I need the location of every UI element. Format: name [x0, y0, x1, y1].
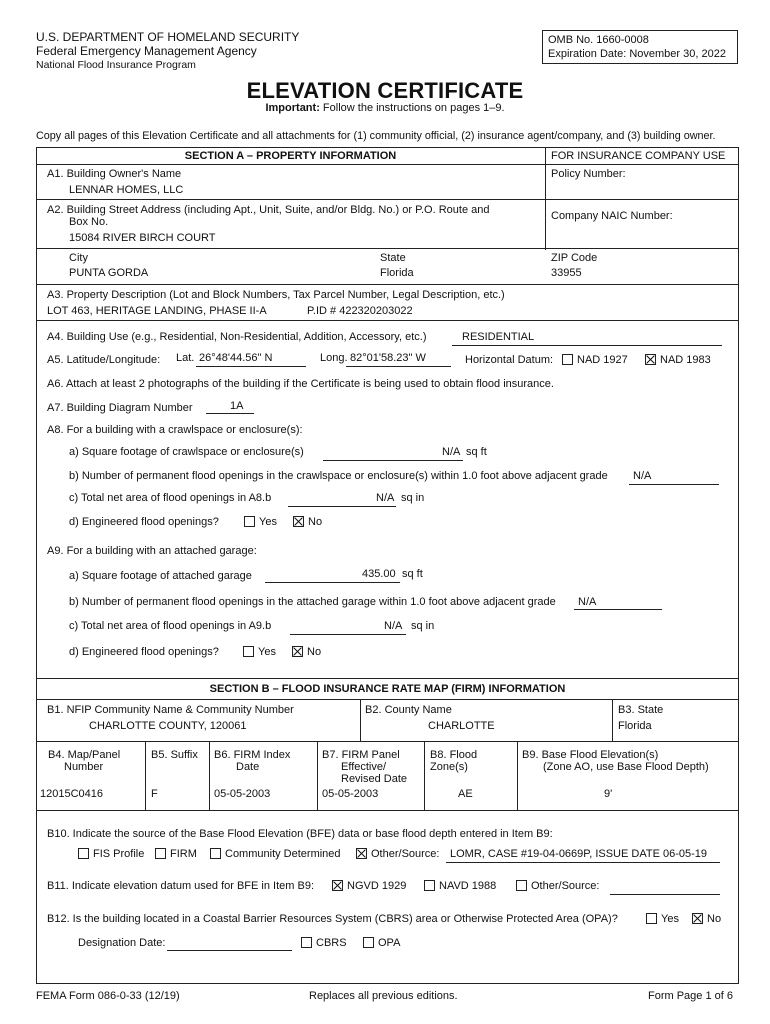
- a9d-label: d) Engineered flood openings?: [69, 646, 219, 658]
- insurance-use-label: FOR INSURANCE COMPANY USE: [551, 150, 726, 162]
- omb-box: [542, 30, 738, 64]
- nad1927-checkbox[interactable]: [562, 354, 573, 365]
- page-number: Form Page 1 of 6: [648, 990, 733, 1002]
- a5-label: A5. Latitude/Longitude:: [47, 354, 161, 366]
- b12-no-option[interactable]: [692, 913, 721, 925]
- a9a-value[interactable]: 435.00: [362, 568, 396, 580]
- a8b-value[interactable]: N/A: [633, 470, 652, 482]
- a9c-label: c) Total net area of flood openings in A9.b: [69, 620, 272, 632]
- navd-checkbox[interactable]: [424, 880, 435, 891]
- b12-yes-checkbox[interactable]: [646, 913, 657, 924]
- a8d-yes-text: Yes: [259, 516, 277, 528]
- naic-label: Company NAIC Number:: [551, 210, 673, 222]
- nad1983-text: NAD 1983: [660, 354, 711, 366]
- nad1927-option[interactable]: [562, 354, 628, 366]
- other-source-checkbox[interactable]: [356, 848, 367, 859]
- nad1927-text: NAD 1927: [577, 354, 628, 366]
- a8d-yes-option[interactable]: [244, 516, 277, 528]
- fis-profile-text: FIS Profile: [93, 848, 145, 860]
- ngvd-checkbox[interactable]: [332, 880, 343, 891]
- b10-other-option[interactable]: [356, 848, 439, 860]
- a8-label: A8. For a building with a crawlspace or enclosure(s):: [47, 424, 303, 436]
- a8b-label: b) Number of permanent flood openings in the crawlspace or enclosure(s) within 1.0 foot above adjacent grade: [69, 470, 608, 482]
- a9d-no-text: No: [307, 646, 322, 658]
- other-source-text: Other/Source:: [371, 848, 440, 860]
- a8c-value[interactable]: N/A: [376, 492, 395, 504]
- nad1983-option[interactable]: [645, 354, 711, 366]
- important-note: [0, 102, 770, 114]
- b5-value[interactable]: F: [151, 788, 158, 800]
- b2-label: B2. County Name: [365, 704, 452, 716]
- a1-value[interactable]: LENNAR HOMES, LLC: [69, 184, 184, 196]
- a2-value[interactable]: 15084 RIVER BIRCH COURT: [69, 232, 216, 244]
- b11-other-option[interactable]: [516, 880, 599, 892]
- expiration-date: Expiration Date: November 30, 2022: [548, 48, 726, 60]
- b3-value[interactable]: Florida: [618, 720, 652, 732]
- a9d-no-option[interactable]: [292, 646, 321, 658]
- a4-label: A4. Building Use (e.g., Residential, Non-Residential, Addition, Accessory, etc.): [47, 331, 427, 343]
- opa-checkbox[interactable]: [363, 937, 374, 948]
- b1-value[interactable]: CHARLOTTE COUNTY, 120061: [89, 720, 247, 732]
- cbrs-checkbox[interactable]: [301, 937, 312, 948]
- a8c-unit: sq in: [401, 492, 425, 504]
- state-label: State: [380, 252, 406, 264]
- a9d-no-checkbox[interactable]: [292, 646, 303, 657]
- b5-label: B5. Suffix: [151, 749, 198, 761]
- b10-fis-option[interactable]: [78, 848, 144, 860]
- fis-profile-checkbox[interactable]: [78, 848, 89, 859]
- b9-value[interactable]: 9': [604, 788, 613, 800]
- a6-label: A6. Attach at least 2 photographs of the building if the Certificate is being used to obtain flood insurance.: [47, 378, 554, 390]
- b4-value[interactable]: 12015C0416: [40, 788, 104, 800]
- b12-no-checkbox[interactable]: [692, 913, 703, 924]
- zip-label: ZIP Code: [551, 252, 598, 264]
- b3-label: B3. State: [618, 704, 664, 716]
- agency-name: Federal Emergency Management Agency: [36, 44, 257, 58]
- b2-value[interactable]: CHARLOTTE: [428, 720, 495, 732]
- b11-navd-option[interactable]: [424, 880, 496, 892]
- b1-label: B1. NFIP Community Name & Community Number: [47, 704, 294, 716]
- a8d-no-text: No: [308, 516, 323, 528]
- copy-note: Copy all pages of this Elevation Certificate and all attachments for (1) community official, (2) insurance agent/company, and (3) building owner.: [36, 130, 716, 142]
- b9-label: B9. Base Flood Elevation(s): [522, 749, 659, 761]
- dept-name: U.S. DEPARTMENT OF HOMELAND SECURITY: [36, 30, 300, 44]
- program-name: National Flood Insurance Program: [36, 59, 196, 71]
- b12-label: B12. Is the building located in a Coastal Barrier Resources System (CBRS) area or Otherwise Protected Area (OPA)?: [47, 913, 618, 925]
- city-label: City: [69, 252, 88, 264]
- a9b-label: b) Number of permanent flood openings in the attached garage within 1.0 foot above adjacent grade: [69, 596, 556, 608]
- b10-label: B10. Indicate the source of the Base Flood Elevation (BFE) data or base flood depth entered in Item B9:: [47, 828, 553, 840]
- b7-label-cont2: Revised Date: [341, 773, 408, 785]
- a9b-value[interactable]: N/A: [578, 596, 597, 608]
- a8d-no-option[interactable]: [293, 516, 322, 528]
- b4-label-cont: Number: [64, 761, 104, 773]
- a2-label-cont: Box No.: [69, 216, 109, 228]
- lat-label: Lat.: [176, 352, 195, 364]
- b12-no-text: No: [707, 913, 722, 925]
- a9d-yes-checkbox[interactable]: [243, 646, 254, 657]
- firm-checkbox[interactable]: [155, 848, 166, 859]
- b12-yes-option[interactable]: [646, 913, 679, 925]
- opa-option[interactable]: [363, 937, 400, 949]
- a8c-label: c) Total net area of flood openings in A8.b: [69, 492, 272, 504]
- a8a-value[interactable]: N/A: [442, 446, 461, 458]
- state-value[interactable]: Florida: [380, 267, 414, 279]
- firm-text: FIRM: [170, 848, 197, 860]
- b11-other-checkbox[interactable]: [516, 880, 527, 891]
- b6-label-cont: Date: [236, 761, 260, 773]
- cbrs-text: CBRS: [316, 937, 347, 949]
- a3-label: A3. Property Description (Lot and Block Numbers, Tax Parcel Number, Legal Description, etc.): [47, 289, 505, 301]
- ngvd-text: NGVD 1929: [347, 880, 407, 892]
- lat-value[interactable]: 26°48'44.56" N: [199, 352, 273, 364]
- community-determined-checkbox[interactable]: [210, 848, 221, 859]
- a9d-yes-text: Yes: [258, 646, 276, 658]
- a9d-yes-option[interactable]: [243, 646, 276, 658]
- b11-other-text: Other/Source:: [531, 880, 600, 892]
- page-title: ELEVATION CERTIFICATE: [246, 78, 524, 103]
- a9c-unit: sq in: [411, 620, 435, 632]
- a7-value[interactable]: 1A: [230, 400, 244, 412]
- community-determined-text: Community Determined: [225, 848, 341, 860]
- b10-value[interactable]: LOMR, CASE #19-04-0669P, ISSUE DATE 06-05-19: [450, 848, 707, 860]
- cbrs-option[interactable]: [301, 937, 347, 949]
- b6-value[interactable]: 05-05-2003: [214, 788, 271, 800]
- a2-label: A2. Building Street Address (including Apt., Unit, Suite, and/or Bldg. No.) or P.O. Route and: [47, 204, 490, 216]
- a9-label: A9. For a building with an attached garage:: [47, 545, 257, 557]
- datum-label: Horizontal Datum:: [465, 354, 554, 366]
- b12-yes-text: Yes: [661, 913, 679, 925]
- opa-text: OPA: [378, 937, 401, 949]
- b11-label: B11. Indicate elevation datum used for BFE in Item B9:: [47, 880, 314, 892]
- designation-label: Designation Date:: [78, 937, 166, 949]
- a8d-yes-checkbox[interactable]: [244, 516, 255, 527]
- long-value[interactable]: 82°01'58.23" W: [350, 352, 426, 364]
- section-a-title: SECTION A – PROPERTY INFORMATION: [184, 150, 397, 162]
- navd-text: NAVD 1988: [439, 880, 497, 892]
- a8d-label: d) Engineered flood openings?: [69, 516, 219, 528]
- a4-value[interactable]: RESIDENTIAL: [462, 331, 535, 343]
- a9a-label: a) Square footage of attached garage: [69, 570, 252, 582]
- b6-label: B6. FIRM Index: [214, 749, 291, 761]
- section-b-title: SECTION B – FLOOD INSURANCE RATE MAP (FIRM) INFORMATION: [209, 683, 566, 695]
- important-text: Follow the instructions on pages 1–9.: [322, 102, 505, 114]
- a9c-value[interactable]: N/A: [384, 620, 403, 632]
- omb-number: OMB No. 1660-0008: [548, 34, 649, 46]
- b10-firm-option[interactable]: [155, 848, 197, 860]
- b4-label: B4. Map/Panel: [48, 749, 121, 761]
- a1-label: A1. Building Owner's Name: [47, 168, 182, 180]
- a3-parcel-id[interactable]: P.ID # 422320203022: [307, 305, 413, 317]
- a8a-label: a) Square footage of crawlspace or enclosure(s): [69, 446, 304, 458]
- long-label: Long.: [320, 352, 348, 364]
- nad1983-checkbox[interactable]: [645, 354, 656, 365]
- b11-ngvd-option[interactable]: [332, 880, 406, 892]
- b7-label-cont: Effective/: [341, 761, 387, 773]
- a7-label: A7. Building Diagram Number: [47, 402, 193, 414]
- a8d-no-checkbox[interactable]: [293, 516, 304, 527]
- b10-community-option[interactable]: [210, 848, 341, 860]
- policy-number-label: Policy Number:: [551, 168, 626, 180]
- b8-label: B8. Flood: [430, 749, 478, 761]
- b8-value[interactable]: AE: [458, 788, 473, 800]
- a8a-unit: sq ft: [466, 446, 487, 458]
- city-value[interactable]: PUNTA GORDA: [69, 267, 149, 279]
- form-number: FEMA Form 086-0-33 (12/19): [36, 990, 180, 1002]
- b9-label-cont: (Zone AO, use Base Flood Depth): [543, 761, 709, 773]
- a9a-unit: sq ft: [402, 568, 423, 580]
- b7-value[interactable]: 05-05-2003: [322, 788, 379, 800]
- b8-label-cont: Zone(s): [430, 761, 468, 773]
- b7-label: B7. FIRM Panel: [322, 749, 400, 761]
- zip-value[interactable]: 33955: [551, 267, 582, 279]
- a3-value[interactable]: LOT 463, HERITAGE LANDING, PHASE II-A: [47, 305, 267, 317]
- replaces-note: Replaces all previous editions.: [309, 990, 458, 1002]
- important-label: Important:: [265, 102, 320, 114]
